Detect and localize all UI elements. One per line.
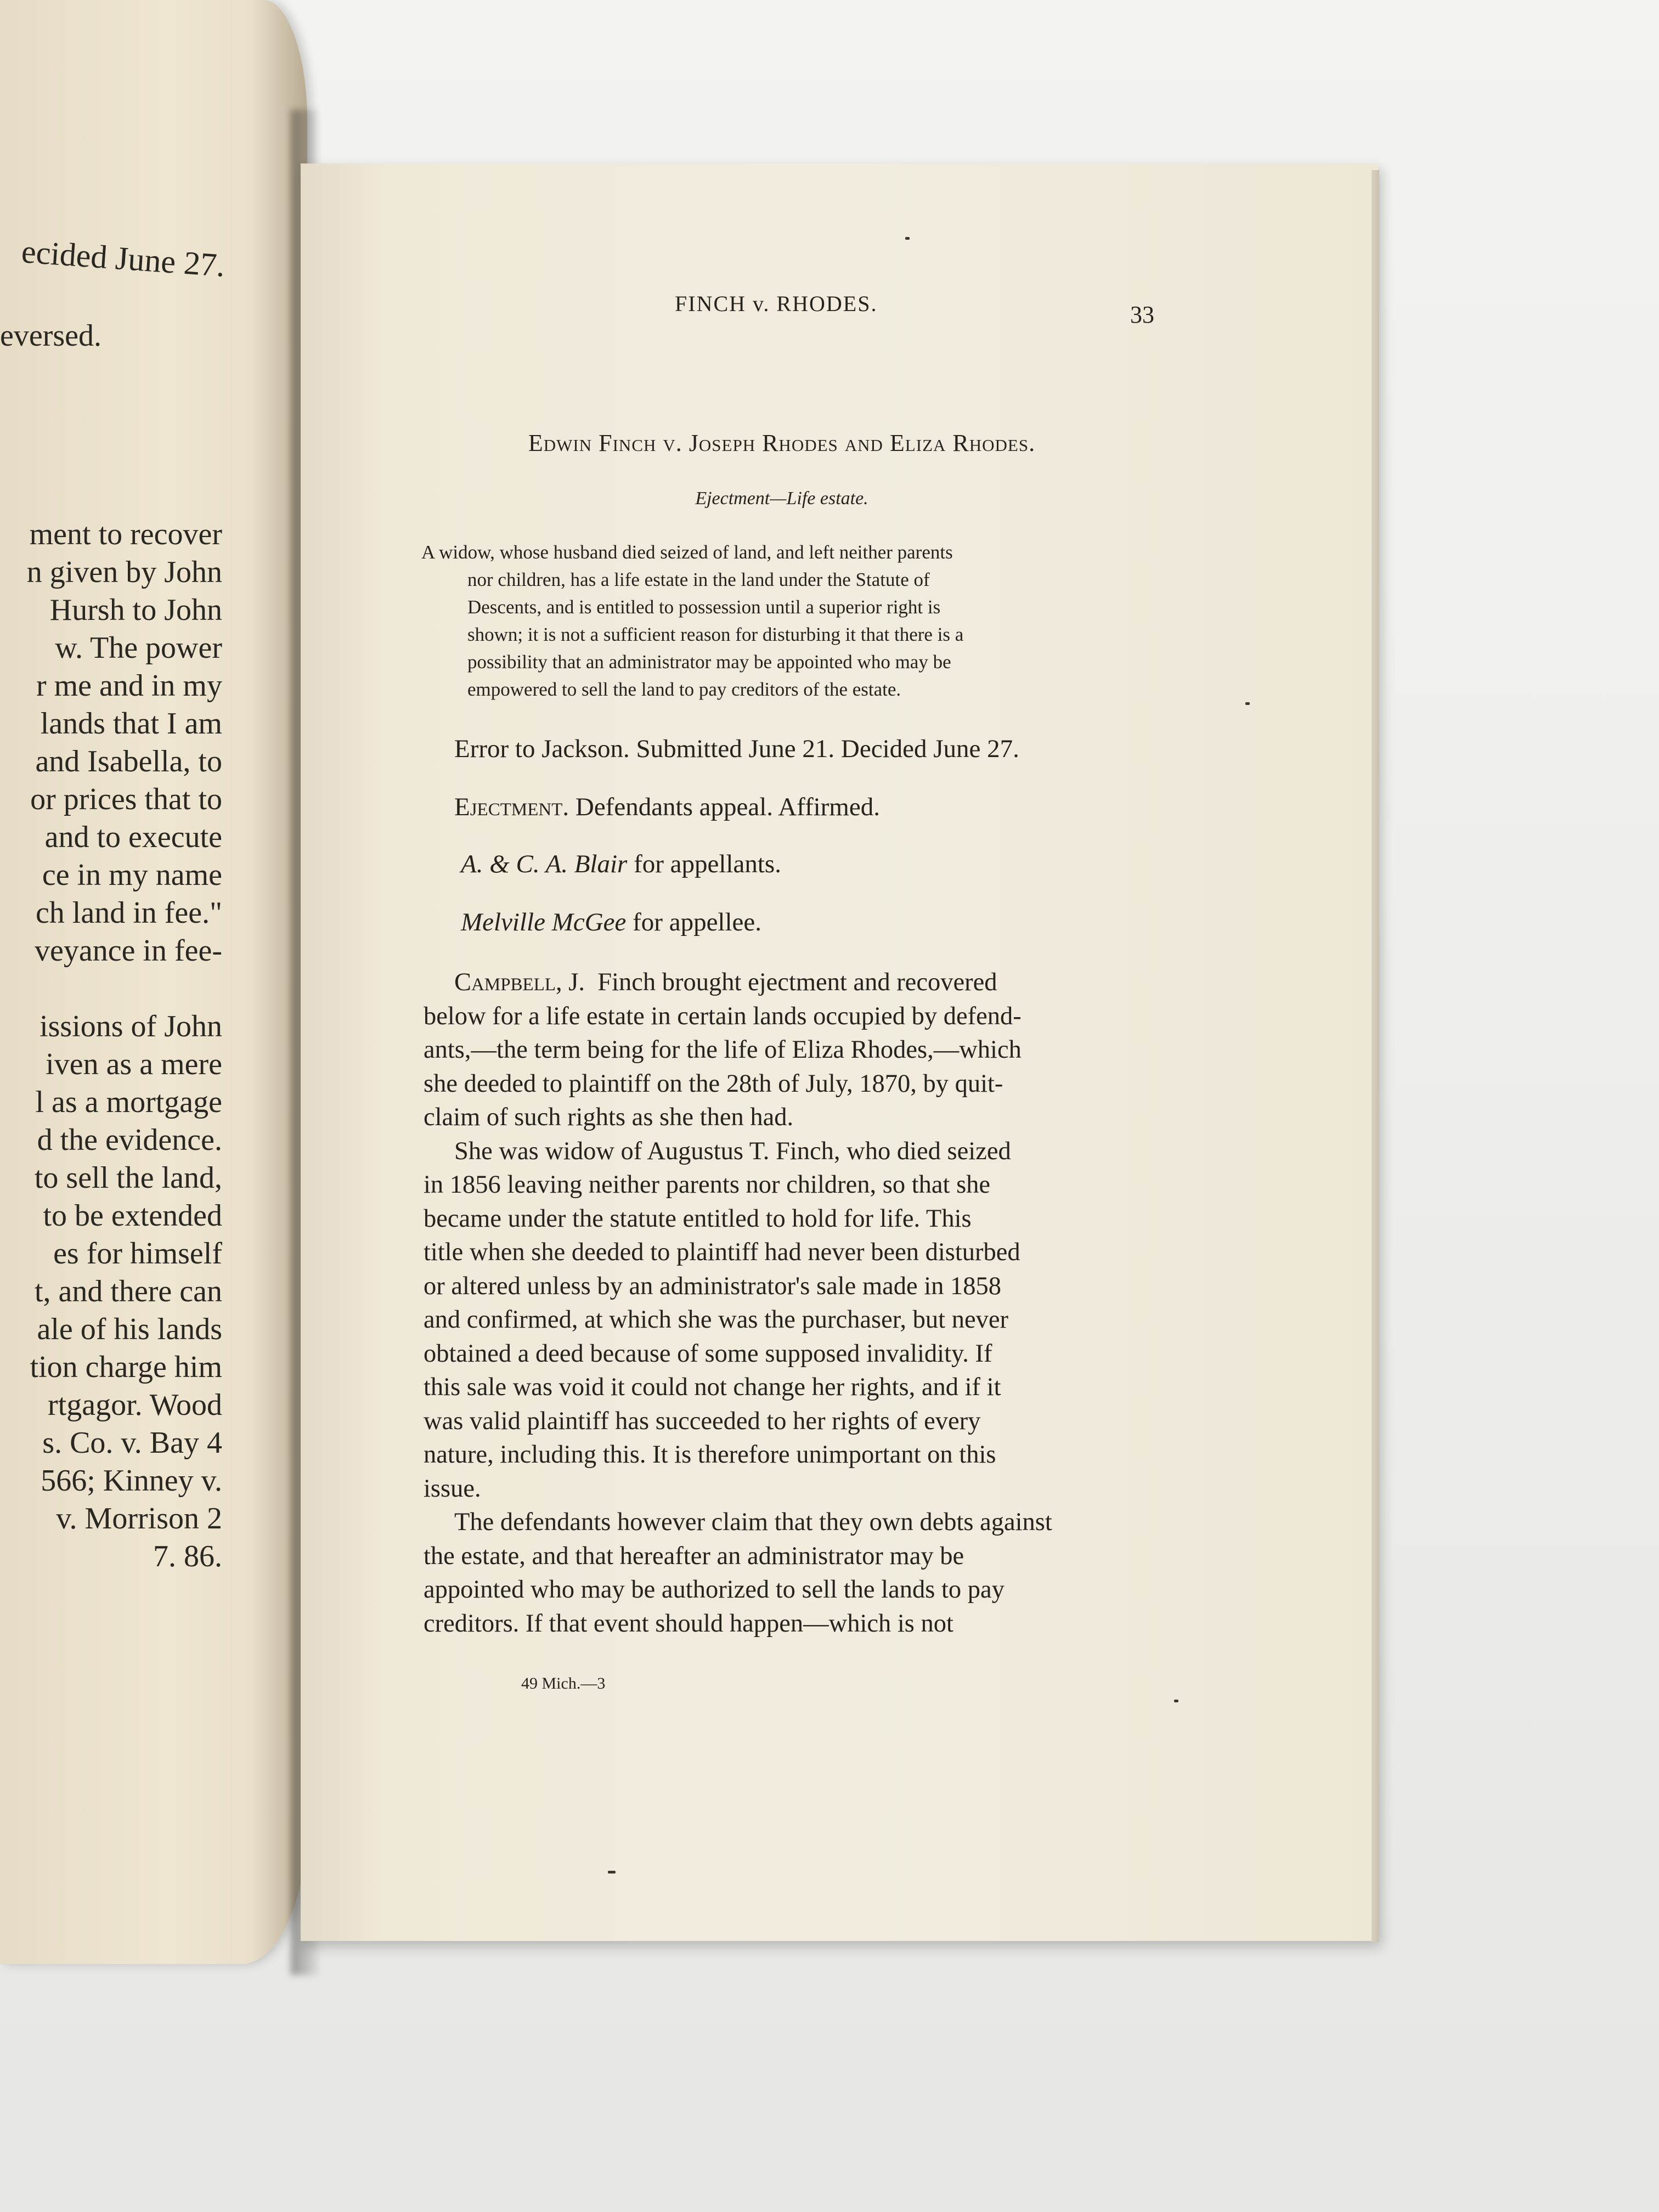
left-line: and to execute	[44, 820, 222, 854]
left-line: v. Morrison 2	[56, 1502, 222, 1536]
paper-speck	[1245, 702, 1250, 705]
headnote-line: shown; it is not a sufficient reason for disturbing it that there is a	[467, 624, 964, 645]
left-line: es for himself	[53, 1237, 222, 1271]
opinion-line: was valid plaintiff has succeeded to her rights of every	[424, 1407, 981, 1435]
opinion-line: below for a life estate in certain lands occupied by defend-	[424, 1002, 1022, 1030]
headnote-line: A widow, whose husband died seized of land, and left neither parents	[421, 541, 953, 563]
paper-speck	[608, 1871, 616, 1874]
signature-mark: 49 Mich.—3	[521, 1674, 606, 1692]
left-line: veyance in fee-	[35, 934, 222, 968]
opinion-line: this sale was void it could not change her rights, and if it	[424, 1373, 1001, 1401]
left-line: r me and in my	[36, 669, 222, 703]
opinion-line: or altered unless by an administrator's sale made in 1858	[424, 1272, 1002, 1300]
page-number: 33	[1130, 301, 1154, 328]
appellants-suffix: for appellants.	[634, 850, 781, 878]
opinion-author: Campbell, J.	[454, 968, 585, 996]
headnote-line: Descents, and is entitled to possession until a superior right is	[467, 596, 941, 618]
left-line: Hursh to John	[49, 593, 222, 627]
opinion-line: She was widow of Augustus T. Finch, who died seized	[454, 1137, 1011, 1165]
left-line: 7. 86.	[153, 1539, 222, 1573]
opinion-line: in 1856 leaving neither parents nor children, so that she	[424, 1171, 991, 1199]
page-edge	[1372, 170, 1379, 1942]
opinion-line: became under the statute entitled to hold for life. This	[424, 1204, 972, 1233]
left-line: d the evidence.	[37, 1123, 222, 1157]
left-line: to sell the land,	[34, 1161, 222, 1195]
opinion-line: ants,—the term being for the life of Eliza Rhodes,—which	[424, 1036, 1022, 1064]
left-line: lands that I am	[40, 707, 222, 741]
disposition-label: Ejectment.	[454, 793, 569, 821]
appellants-counsel: A. & C. A. Blair	[461, 850, 628, 878]
left-line: and Isabella, to	[35, 744, 222, 778]
appellee-suffix: for appellee.	[633, 908, 762, 936]
disposition-text: Defendants appeal. Affirmed.	[575, 793, 880, 821]
left-page-fragment-reversed: eversed.	[0, 319, 102, 353]
left-line: issions of John	[40, 1009, 222, 1043]
left-line	[0, 970, 222, 1008]
headnote-line: empowered to sell the land to pay creditors of the estate.	[467, 679, 901, 700]
left-line: ment to recover	[29, 517, 222, 551]
left-line: iven as a mere	[46, 1047, 222, 1081]
opinion-line: creditors. If that event should happen—which is not	[424, 1609, 953, 1638]
opinion-line: obtained a deed because of some supposed invalidity. If	[424, 1339, 992, 1368]
appellants-counsel-line	[461, 849, 781, 879]
appellee-counsel: Melville McGee	[461, 908, 627, 936]
left-line: tion charge him	[30, 1350, 222, 1384]
left-line: rtgagor. Wood	[48, 1388, 222, 1422]
paper-speck	[905, 237, 910, 240]
left-line: to be extended	[43, 1199, 222, 1233]
opinion-line: issue.	[424, 1474, 481, 1503]
case-title: Edwin Finch v. Joseph Rhodes and Eliza Rhodes.	[528, 430, 1036, 456]
left-line: ch land in fee."	[35, 896, 222, 930]
paper-speck	[1174, 1700, 1178, 1702]
left-page-text	[0, 516, 222, 1576]
opinion-line: Finch brought ejectment and recovered	[597, 968, 997, 996]
left-line: w. The power	[55, 631, 222, 665]
opinion-line: claim of such rights as she then had.	[424, 1103, 794, 1131]
opinion-line: she deeded to plaintiff on the 28th of July, 1870, by quit-	[424, 1069, 1003, 1098]
left-line: ale of his lands	[37, 1312, 222, 1346]
opinion-line: nature, including this. It is therefore unimportant on this	[424, 1441, 996, 1469]
running-head: FINCH v. RHODES.	[675, 291, 878, 316]
opinion-line: title when she deeded to plaintiff had never been disturbed	[424, 1238, 1020, 1266]
left-line: ce in my name	[42, 858, 222, 892]
headnote	[421, 539, 1167, 703]
opinion-line: the estate, and that hereafter an administrator may be	[424, 1542, 964, 1570]
procedural-history: Error to Jackson. Submitted June 21. Decided June 27.	[454, 735, 1019, 763]
left-line: or prices that to	[30, 782, 222, 816]
opinion-line: and confirmed, at which she was the purchaser, but never	[424, 1306, 1008, 1334]
left-page	[0, 0, 307, 1964]
opinion-body	[424, 966, 1170, 1640]
opinion-line: The defendants however claim that they own debts against	[454, 1508, 1052, 1536]
left-page-fragment-decided: ecided June 27.	[20, 233, 227, 284]
appellee-counsel-line	[461, 907, 761, 937]
left-line: l as a mortgage	[35, 1085, 222, 1119]
headnote-line: possibility that an administrator may be appointed who may be	[467, 651, 951, 673]
left-line: n given by John	[26, 555, 222, 589]
disposition	[454, 792, 880, 822]
left-line: s. Co. v. Bay 4	[42, 1426, 222, 1460]
headnote-line: nor children, has a life estate in the land under the Statute of	[467, 569, 930, 590]
left-line: 566; Kinney v.	[41, 1464, 222, 1498]
left-line: t, and there can	[34, 1274, 222, 1308]
case-topic: Ejectment—Life estate.	[695, 488, 868, 509]
opinion-line: appointed who may be authorized to sell the lands to pay	[424, 1576, 1005, 1604]
opinion-first-line	[424, 966, 1170, 1000]
